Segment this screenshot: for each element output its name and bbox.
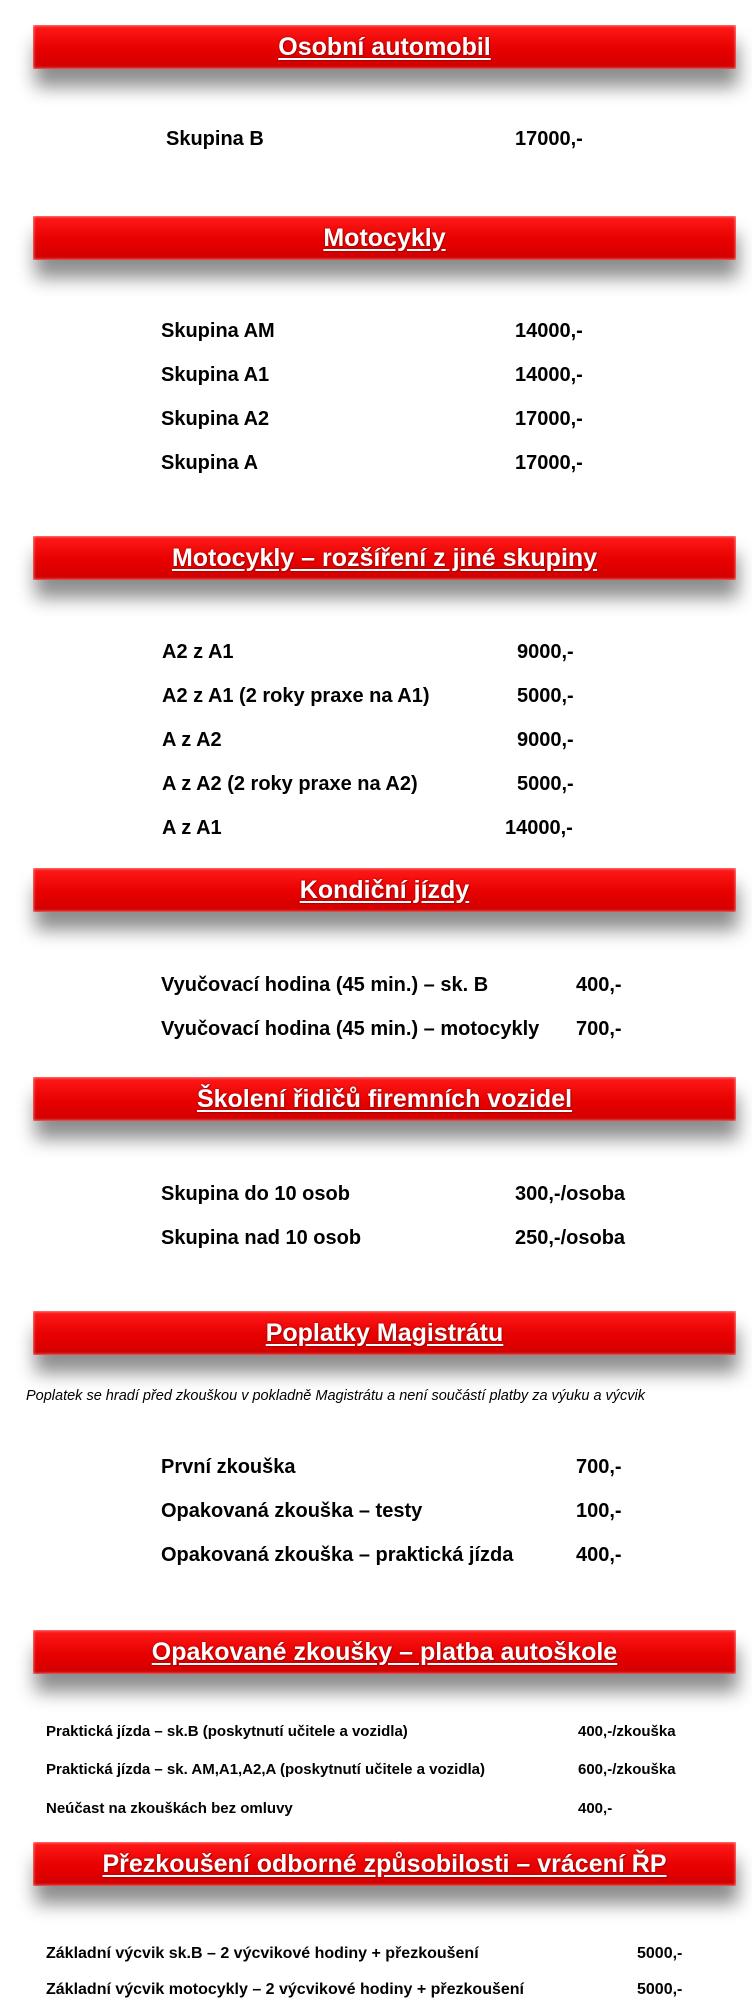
price-value: 600,-/zkouška [578, 1761, 676, 1778]
section-banner-poplatky-magistratu: Poplatky Magistrátu [33, 1311, 736, 1355]
price-label: A z A1 [162, 817, 222, 839]
section-banner-motocykly: Motocykly [33, 216, 736, 260]
price-label: Skupina A [161, 452, 259, 474]
section-banner-skoleni-ridicu: Školení řidičů firemních vozidel [33, 1077, 736, 1121]
price-label: Základní výcvik motocykly – 2 výcvikové hodiny + přezkoušení [46, 1981, 524, 1998]
section-banner-kondicni-jizdy: Kondiční jízdy [33, 868, 736, 912]
section-banner-prezkouseni: Přezkoušení odborné způsobilosti – vrácení ŘP [33, 1842, 736, 1886]
section-banner-opakovane-zkousky: Opakované zkoušky – platba autoškole [33, 1630, 736, 1674]
price-value: 400,- [578, 1800, 613, 1817]
price-label: A z A2 [162, 729, 222, 751]
price-label: Skupina nad 10 osob [161, 1227, 362, 1249]
price-value: 17000,- [515, 408, 583, 430]
price-label: A z A2 (2 roky praxe na A2) [162, 773, 418, 795]
price-value: 5000,- [637, 1981, 683, 1998]
price-label: První zkouška [161, 1456, 296, 1478]
price-label: Skupina do 10 osob [161, 1183, 350, 1205]
price-value: 14000,- [515, 364, 583, 386]
price-value: 400,- [576, 974, 622, 996]
price-label: Vyučovací hodina (45 min.) – sk. B [161, 974, 489, 996]
price-value: 400,- [576, 1544, 622, 1566]
price-label: A2 z A1 (2 roky praxe na A1) [162, 685, 430, 707]
price-value: 700,- [576, 1456, 622, 1478]
price-label: Skupina A1 [161, 364, 270, 386]
price-label: Praktická jízda – sk. AM,A1,A2,A (poskytnutí učitele a vozidla) [46, 1761, 486, 1778]
price-value: 14000,- [515, 320, 583, 342]
price-label: Skupina B [166, 128, 264, 150]
price-label: Základní výcvik sk.B – 2 výcvikové hodiny + přezkoušení [46, 1945, 479, 1962]
price-label: A2 z A1 [162, 641, 234, 663]
price-value: 5000,- [517, 773, 574, 795]
section-banner-osobni-automobil: Osobní automobil [33, 25, 736, 69]
price-value: 700,- [576, 1018, 622, 1040]
price-value: 14000,- [505, 817, 573, 839]
price-value: 17000,- [515, 128, 583, 150]
price-label: Neúčast na zkouškách bez omluvy [46, 1800, 293, 1817]
price-label: Skupina A2 [161, 408, 270, 430]
price-value: 5000,- [517, 685, 574, 707]
price-value: 400,-/zkouška [578, 1723, 676, 1740]
price-value: 17000,- [515, 452, 583, 474]
price-label: Opakovaná zkouška – testy [161, 1500, 423, 1522]
price-label: Praktická jízda – sk.B (poskytnutí učitele a vozidla) [46, 1723, 408, 1740]
section-banner-rozsireni: Motocykly – rozšíření z jiné skupiny [33, 536, 736, 580]
price-value: 9000,- [517, 729, 574, 751]
price-label: Skupina AM [161, 320, 275, 342]
price-value: 300,-/osoba [515, 1183, 626, 1205]
price-label: Vyučovací hodina (45 min.) – motocykly [161, 1018, 540, 1040]
price-value: 9000,- [517, 641, 574, 663]
magistrat-note: Poplatek se hradí před zkouškou v pokladně Magistrátu a není součástí platby za výuku a výcvik [26, 1388, 646, 1404]
price-value: 250,-/osoba [515, 1227, 626, 1249]
price-value: 5000,- [637, 1945, 683, 1962]
price-label: Opakovaná zkouška – praktická jízda [161, 1544, 514, 1566]
price-value: 100,- [576, 1500, 622, 1522]
